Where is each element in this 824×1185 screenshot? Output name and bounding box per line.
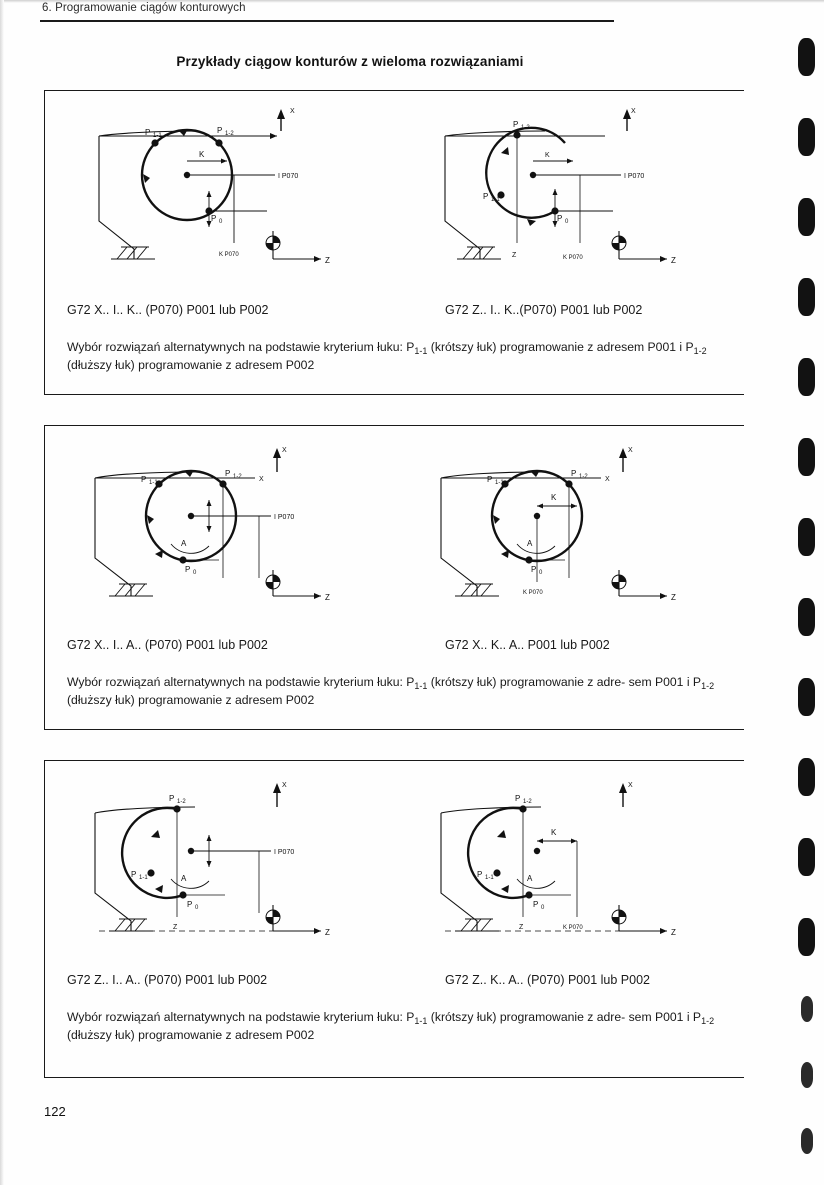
svg-text:1-1: 1-1 xyxy=(139,875,148,881)
svg-text:P: P xyxy=(483,192,489,201)
svg-text:0: 0 xyxy=(219,219,223,225)
svg-text:X: X xyxy=(631,108,636,115)
svg-text:P: P xyxy=(533,900,539,909)
figure-3-right xyxy=(405,761,745,973)
caption-row-1 xyxy=(45,303,744,333)
panel-1-note xyxy=(67,339,718,374)
svg-text:P: P xyxy=(145,128,151,137)
svg-text:0: 0 xyxy=(541,905,545,911)
binding-hole xyxy=(798,838,815,876)
binding-hole xyxy=(798,758,815,796)
note-sub-a: 1-1 xyxy=(414,346,428,356)
spiral-binding xyxy=(784,0,824,1185)
example-panel-2 xyxy=(44,425,744,730)
svg-text:Z: Z xyxy=(325,593,330,602)
figure-3-left xyxy=(59,761,399,973)
svg-text:P: P xyxy=(531,565,537,574)
svg-text:1-1: 1-1 xyxy=(153,133,162,139)
binding-hole xyxy=(798,198,815,236)
svg-text:K P070: K P070 xyxy=(523,590,543,596)
svg-text:I P070: I P070 xyxy=(624,173,645,180)
note-text-b2: sem P001 i P xyxy=(628,675,702,689)
binding-hole xyxy=(798,438,815,476)
svg-text:1-2: 1-2 xyxy=(177,799,186,805)
binding-hole xyxy=(798,598,815,636)
figure-1-right-svg xyxy=(405,91,745,303)
figure-2-right-caption: G72 X.. K.. A.. P001 lub P002 xyxy=(445,638,610,652)
svg-text:A: A xyxy=(181,539,187,548)
svg-text:X: X xyxy=(628,782,633,789)
binding-hole xyxy=(801,996,813,1022)
svg-text:0: 0 xyxy=(195,905,199,911)
figure-area-2 xyxy=(45,426,745,638)
note-sub-a: 1-1 xyxy=(414,1016,428,1026)
figure-3-left-svg xyxy=(59,761,399,973)
note-sub-b: 1-2 xyxy=(701,1016,715,1026)
svg-text:1-2: 1-2 xyxy=(523,799,532,805)
note-text-b: (krótszy łuk) programowanie z adresem P001 i P xyxy=(427,340,694,354)
svg-text:1-2: 1-2 xyxy=(579,474,588,480)
binding-hole xyxy=(798,358,815,396)
caption-row-3 xyxy=(45,973,744,1003)
svg-text:1-1: 1-1 xyxy=(485,875,494,881)
scan-edge-left xyxy=(0,0,4,1185)
svg-text:1-2: 1-2 xyxy=(225,131,234,137)
svg-text:K: K xyxy=(199,150,205,159)
note-text-b: (krótszy łuk) programowanie z adre- xyxy=(427,675,626,689)
note-text-c: (dłuższy łuk) programowanie z adresem P002 xyxy=(67,358,315,372)
running-head: 6. Programowanie ciągów konturowych xyxy=(42,2,246,14)
svg-text:Z: Z xyxy=(519,924,524,931)
svg-text:Z: Z xyxy=(671,928,676,937)
svg-text:Z: Z xyxy=(512,252,517,259)
note-text-c: (dłuższy łuk) programowanie z adresem P002 xyxy=(67,1028,315,1042)
figure-3-right-caption: G72 Z.. K.. A.. (P070) P001 lub P002 xyxy=(445,973,650,987)
page-number: 122 xyxy=(44,1104,66,1119)
svg-text:1-2: 1-2 xyxy=(521,125,530,131)
svg-text:P: P xyxy=(187,900,193,909)
figure-3-right-svg xyxy=(405,761,745,973)
svg-text:Z: Z xyxy=(173,924,178,931)
svg-text:P: P xyxy=(169,794,175,803)
svg-text:P: P xyxy=(515,794,521,803)
figure-1-left-caption: G72 X.. I.. K.. (P070) P001 lub P002 xyxy=(67,303,269,317)
header-rule xyxy=(40,20,614,22)
svg-text:X: X xyxy=(282,782,287,789)
svg-text:X: X xyxy=(628,447,633,454)
panel-3-note xyxy=(67,1009,718,1044)
svg-text:P: P xyxy=(477,870,483,879)
panel-2-note xyxy=(67,674,718,709)
svg-text:P: P xyxy=(513,120,519,129)
svg-text:A: A xyxy=(527,539,533,548)
svg-text:A: A xyxy=(181,874,187,883)
figure-2-right xyxy=(405,426,745,638)
svg-text:Z: Z xyxy=(325,928,330,937)
svg-text:1-1: 1-1 xyxy=(495,480,504,486)
svg-text:K P070: K P070 xyxy=(219,252,239,258)
page-title: Przykłady ciągow konturów z wieloma rozwiązaniami xyxy=(176,54,524,69)
figure-1-right xyxy=(405,91,745,303)
svg-text:I P070: I P070 xyxy=(278,173,299,180)
svg-text:P: P xyxy=(487,475,493,484)
svg-text:K: K xyxy=(551,493,557,502)
figure-1-right-caption: G72 Z.. I.. K..(P070) P001 lub P002 xyxy=(445,303,643,317)
svg-text:X: X xyxy=(605,476,610,483)
svg-text:K P070: K P070 xyxy=(563,255,583,261)
note-text-a: Wybór rozwiązań alternatywnych na podstawie kryterium łuku: P xyxy=(67,1010,415,1024)
figure-area-3 xyxy=(45,761,745,973)
svg-text:P: P xyxy=(225,469,231,478)
svg-text:K: K xyxy=(551,828,557,837)
svg-text:X: X xyxy=(282,447,287,454)
binding-hole xyxy=(798,118,815,156)
example-panel-3 xyxy=(44,760,744,1078)
svg-text:0: 0 xyxy=(193,570,197,576)
svg-text:X: X xyxy=(290,108,295,115)
svg-text:P: P xyxy=(217,126,223,135)
binding-hole xyxy=(798,518,815,556)
svg-text:A: A xyxy=(527,874,533,883)
note-sub-b: 1-2 xyxy=(693,346,707,356)
svg-text:Z: Z xyxy=(671,593,676,602)
note-text-a: Wybór rozwiązań alternatywnych na podstawie kryterium łuku: P xyxy=(67,340,415,354)
note-text-a: Wybór rozwiązań alternatywnych na podstawie kryterium łuku: P xyxy=(67,675,415,689)
svg-text:I P070: I P070 xyxy=(274,514,295,521)
example-panel-1 xyxy=(44,90,744,395)
binding-hole xyxy=(798,38,815,76)
svg-text:Z: Z xyxy=(325,256,330,265)
svg-text:P: P xyxy=(131,870,137,879)
svg-text:0: 0 xyxy=(565,219,569,225)
figure-1-left xyxy=(59,91,399,303)
svg-text:I P070: I P070 xyxy=(274,849,295,856)
figure-area-1 xyxy=(45,91,745,303)
figure-2-left-caption: G72 X.. I.. A.. (P070) P001 lub P002 xyxy=(67,638,268,652)
note-text-b: (krótszy łuk) programowanie z adre- xyxy=(427,1010,626,1024)
svg-text:K P070: K P070 xyxy=(563,925,583,931)
figure-1-left-svg xyxy=(59,91,399,303)
svg-text:1-1: 1-1 xyxy=(491,197,500,203)
figure-2-left-svg xyxy=(59,426,399,638)
svg-text:Z: Z xyxy=(671,256,676,265)
svg-text:P: P xyxy=(185,565,191,574)
binding-hole xyxy=(798,918,815,956)
note-sub-a: 1-1 xyxy=(414,681,428,691)
figure-2-left xyxy=(59,426,399,638)
binding-hole xyxy=(798,278,815,316)
svg-text:P: P xyxy=(571,469,577,478)
binding-hole xyxy=(801,1128,813,1154)
svg-text:P: P xyxy=(557,214,563,223)
svg-text:X: X xyxy=(259,476,264,483)
note-text-b2: sem P001 i P xyxy=(628,1010,702,1024)
svg-text:1-2: 1-2 xyxy=(233,474,242,480)
note-text-c: (dłuższy łuk) programowanie z adresem P002 xyxy=(67,693,315,707)
svg-text:K: K xyxy=(545,152,550,159)
caption-row-2 xyxy=(45,638,744,668)
svg-text:P: P xyxy=(211,214,217,223)
binding-hole xyxy=(798,678,815,716)
svg-text:P: P xyxy=(141,475,147,484)
binding-hole xyxy=(801,1062,813,1088)
svg-text:1-1: 1-1 xyxy=(149,480,158,486)
note-sub-b: 1-2 xyxy=(701,681,715,691)
figure-2-right-svg xyxy=(405,426,745,638)
svg-text:0: 0 xyxy=(539,570,543,576)
figure-3-left-caption: G72 Z.. I.. A.. (P070) P001 lub P002 xyxy=(67,973,268,987)
